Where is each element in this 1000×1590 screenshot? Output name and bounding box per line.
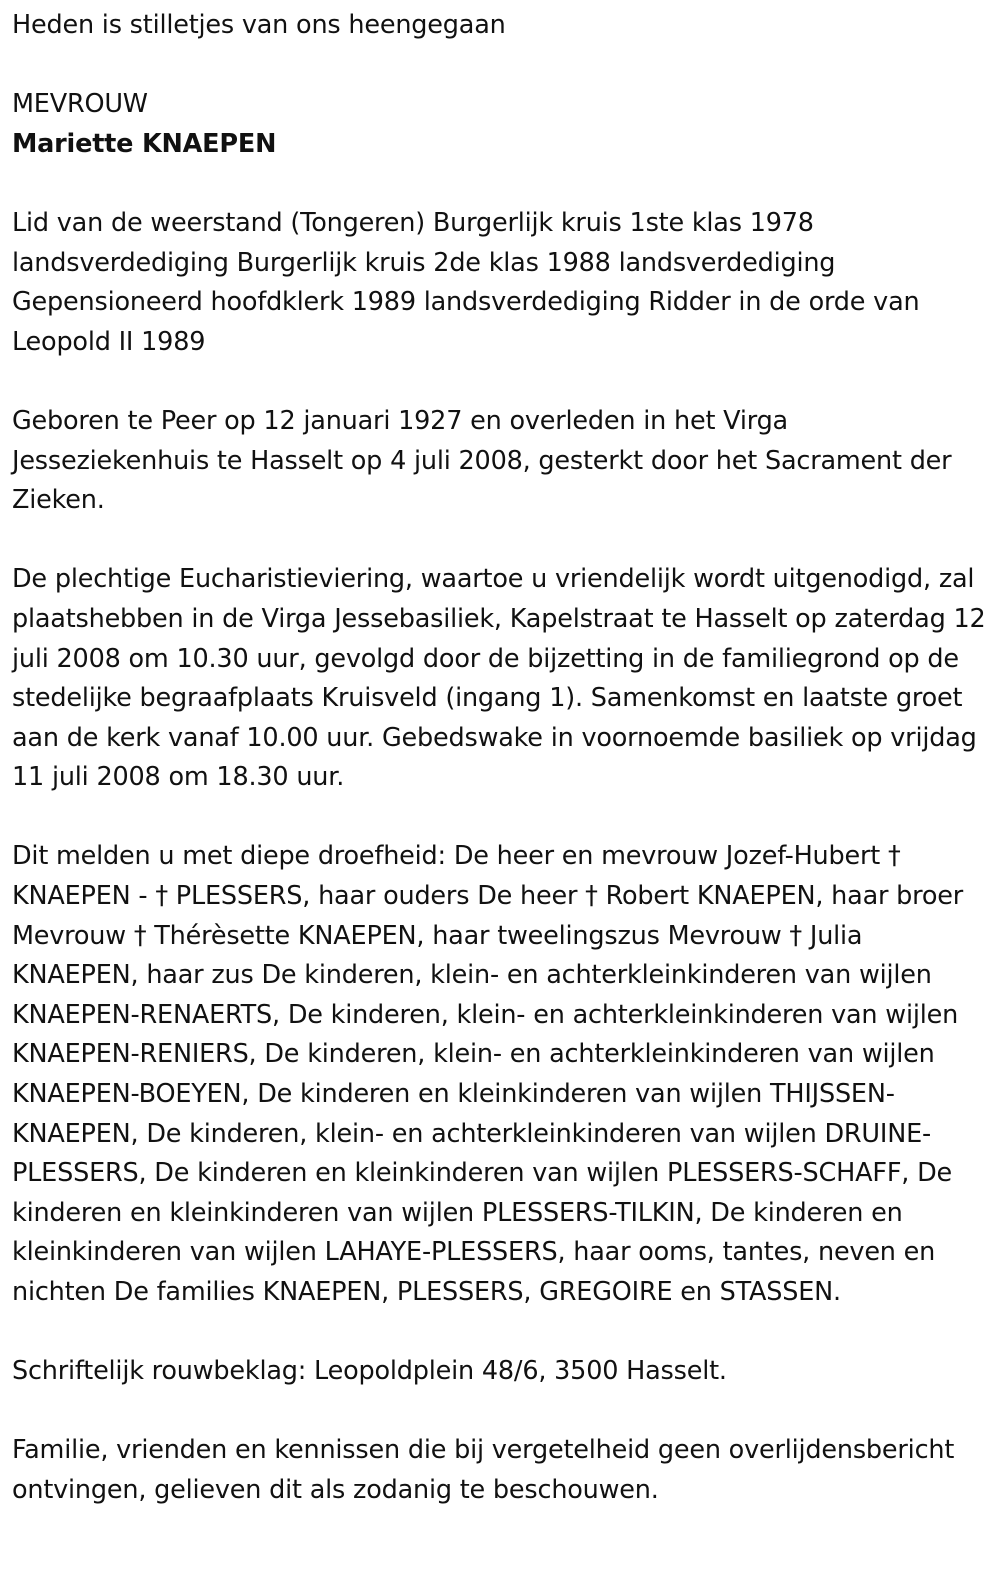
- honorific: MEVROUW: [12, 89, 148, 120]
- birth-death-paragraph: Geboren te Peer op 12 januari 1927 en overleden in het Virga Jesseziekenhuis te Hasselt op 4 juli 2008, gesterkt door het Sacrament der Zieken.: [12, 405, 952, 516]
- intro-text: Heden is stilletjes van ons heengegaan: [12, 10, 506, 40]
- deceased-name: Mariette KNAEPEN: [12, 128, 277, 159]
- condolence-address: Schriftelijk rouwbeklag: Leopoldplein 48/6, 3500 Hasselt.: [12, 1356, 727, 1387]
- closing-paragraph: Familie, vrienden en kennissen die bij vergetelheid geen overlijdensbericht ontvingen, gelieven dit als zodanig te beschouwen.: [12, 1435, 955, 1505]
- distinctions-paragraph: Lid van de weerstand (Tongeren) Burgerlijk kruis 1ste klas 1978 landsverdediging Burgerlijk kruis 2de klas 1988 landsverdediging Gepensioneerd hoofdklerk 1989 landsverdediging Ridder in de orde van Leopold II 1989: [12, 207, 920, 357]
- ceremony-paragraph: De plechtige Eucharistieviering, waartoe u vriendelijk wordt uitgenodigd, zal plaatshebben in de Virga Jessebasiliek, Kapelstraat te Hasselt op zaterdag 12 juli 2008 om 10.30 uur, gevolgd door de bijzetting in de familiegrond op de stedelijke begraafplaats Kruisveld (ingang 1). Samenkomst en laatste groet aan de kerk vanaf 10.00 uur. Gebedswake in voornoemde basiliek op vrijdag 11 juli 2008 om 18.30 uur.: [12, 564, 986, 793]
- family-paragraph: Dit melden u met diepe droefheid: De heer en mevrouw Jozef-Hubert † KNAEPEN - † PLESSERS, haar ouders De heer † Robert KNAEPEN, haar broer Mevrouw † Thérèsette KNAEPEN, haar tweelingszus Mevrouw † Julia KNAEPEN, haar zus De kinderen, klein- en achterkleinkinderen van wijlen KNAEPEN-RENAERTS, De kinderen, klein- en achterkleinkinderen van wijlen KNAEPEN-RENIERS, De kinderen, klein- en achterkleinkinderen van wijlen KNAEPEN-BOEYEN, De kinderen en kleinkinderen van wijlen THIJSSEN-KNAEPEN, De kinderen, klein- en achterkleinkinderen van wijlen DRUINE-PLESSERS, De kinderen en kleinkinderen van wijlen PLESSERS-SCHAFF, De kinderen en kleinkinderen van wijlen PLESSERS-TILKIN, De kinderen en kleinkinderen van wijlen LAHAYE-PLESSERS, haar ooms, tantes, neven en nichten De families KNAEPEN, PLESSERS, GREGOIRE en STASSEN.: [12, 841, 964, 1307]
